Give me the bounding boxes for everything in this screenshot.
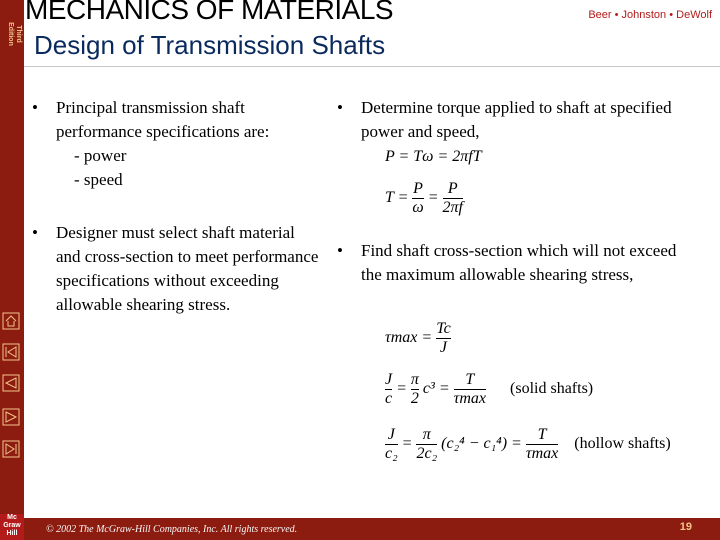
- frac-num: J: [385, 371, 393, 388]
- solid-pi-over-2: [411, 371, 419, 408]
- hollow-mid: (c₂⁴ − c₁⁴): [441, 435, 508, 453]
- left-sub-power: - power: [74, 146, 127, 165]
- next-slide-icon[interactable]: [2, 408, 20, 426]
- right-bullet-1: [337, 96, 677, 144]
- copyright: © 2002 The McGraw-Hill Companies, Inc. All rights reserved.: [46, 524, 298, 535]
- frac-den: 2πf: [442, 199, 463, 216]
- left-sidebar: [0, 0, 24, 540]
- bullet-dot: •: [32, 98, 38, 117]
- frac-den: J: [439, 339, 447, 356]
- frac-den: 2: [410, 390, 419, 407]
- tau-lhs: τmax =: [385, 329, 433, 347]
- torque-frac-2: [443, 180, 463, 217]
- logo-line1: Mc: [7, 514, 17, 521]
- logo-line2: Graw: [3, 522, 21, 529]
- torque-formula: [385, 180, 463, 217]
- power-formula: P = Tω = 2πfT: [385, 148, 482, 165]
- previous-slide-icon[interactable]: [2, 374, 20, 392]
- torque-eq: =: [427, 189, 439, 207]
- hollow-pi-over-2c2: [416, 426, 437, 463]
- right-bullet-2-text: Find shaft cross-section which will not exceed the maximum allowable shearing stress,: [361, 241, 677, 284]
- frac-num: π: [422, 426, 431, 443]
- right-bullet-2: [337, 239, 677, 287]
- left-sub-speed: - speed: [74, 170, 123, 189]
- solid-c3: c³: [422, 380, 435, 398]
- bullet-dot: •: [337, 241, 343, 260]
- bullet-dot: •: [337, 98, 343, 117]
- frac-num: P: [413, 180, 423, 197]
- home-icon[interactable]: [2, 312, 20, 330]
- frac-num: J: [387, 426, 395, 443]
- first-slide-icon[interactable]: [2, 343, 20, 361]
- frac-num: Tc: [436, 320, 451, 337]
- course-title: MECHANICS OF MATERIALS: [25, 0, 394, 25]
- frac-num: T: [537, 426, 547, 443]
- left-bullet-2: [32, 221, 322, 317]
- hollow-j-over-c2: [385, 426, 398, 463]
- left-bullet-1-text: Principal transmission shaft performance specifications are:: [56, 98, 270, 141]
- frac-num: P: [447, 180, 458, 197]
- torque-lhs: T =: [385, 189, 409, 207]
- frac-den: 2c₂: [416, 445, 438, 462]
- hollow-shafts-label: (hollow shafts): [574, 435, 671, 453]
- frac-den: c: [385, 390, 393, 407]
- slide-title: Design of Transmission Shafts: [34, 30, 386, 60]
- solid-shaft-formula: $\frac{J}{c}$ = $\frac{\pi}{2}$ c³ = $\frac{T}{\tau\max}$ (solid shafts): [385, 371, 594, 407]
- frac-num: T: [465, 371, 475, 388]
- edition-line2: Edition: [7, 22, 14, 46]
- logo-line3: Hill: [6, 530, 18, 537]
- torque-frac-1: [412, 180, 423, 217]
- left-bullet-1: [32, 96, 322, 192]
- frac-den: τmax: [453, 390, 487, 407]
- page-number: 19: [679, 521, 692, 533]
- mcgraw-hill-logo: [0, 514, 24, 540]
- frac-den: c₂: [385, 445, 398, 462]
- tau-formula: [385, 320, 451, 357]
- edition-line1: Third: [15, 25, 22, 43]
- edition-label: [2, 18, 22, 50]
- bullet-dot: •: [32, 223, 38, 242]
- hollow-shaft-formula: $\frac{J}{\text{c₂}}$ = $\frac{\pi}{\text{2c₂}}$ (c₂⁴ − c₁⁴) = $\frac{T}{\tau\max}$ (hollow shafts): [385, 426, 671, 462]
- solid-t-over-tau: [454, 371, 486, 408]
- frac-den: τmax: [525, 445, 559, 462]
- right-bullet-1-text: Determine torque applied to shaft at specified power and speed,: [361, 98, 672, 141]
- solid-j-over-c: [385, 371, 392, 408]
- hollow-t-over-tau: [526, 426, 558, 463]
- frac-den: ω: [412, 199, 424, 216]
- left-bullet-2-text: Designer must select shaft material and cross-section to meet performance specifications without exceeding allowable shearing stress.: [56, 223, 319, 314]
- tau-frac: [436, 320, 451, 357]
- frac-num: π: [410, 371, 419, 388]
- solid-shafts-label: (solid shafts): [510, 380, 594, 398]
- authors: Beer • Johnston • DeWolf: [588, 9, 712, 21]
- last-slide-icon[interactable]: [2, 440, 20, 458]
